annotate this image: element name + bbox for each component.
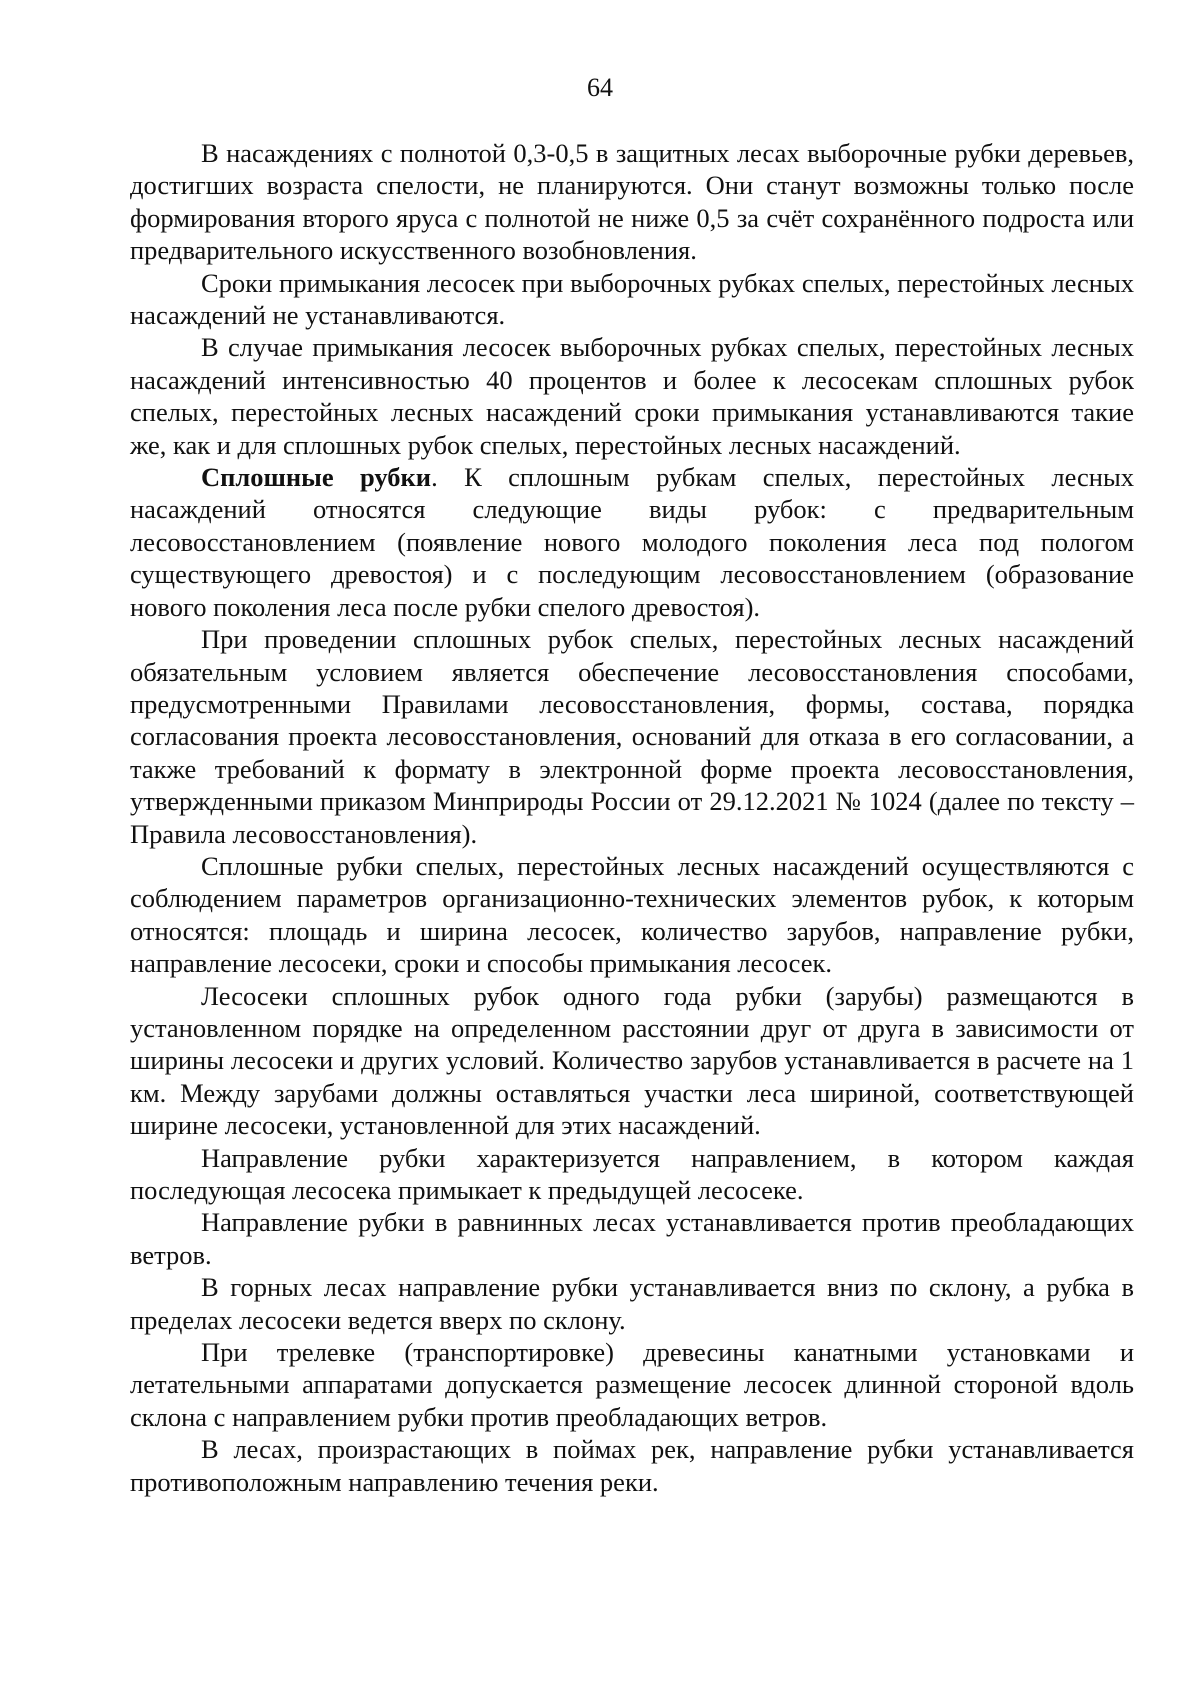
document-body bbox=[130, 137, 1134, 1498]
paragraph-clear-felling bbox=[130, 461, 1134, 623]
paragraph-floodplain-direction bbox=[130, 1433, 1134, 1498]
paragraph-text: Направление рубки характеризуется направлением, в котором каждая последующая лесосека примыкает к предыдущей лесосеке. bbox=[130, 1142, 1134, 1205]
paragraph-text: . К сплошным рубкам спелых, перестойных лесных насаждений относятся следующие виды рубок: с предварительным лесовосстановлением (появление нового молодого поколения леса под пологом существующего древостоя) и с последующим лесовосстановлением (образование нового поколения леса после рубки спелого древостоя). bbox=[130, 462, 1135, 622]
paragraph-text: В горных лесах направление рубки устанавливается вниз по склону, а рубка в пределах лесосеки ведется вверх по склону. bbox=[130, 1272, 1134, 1335]
paragraph-adjacency-intensity bbox=[130, 331, 1134, 461]
paragraph-mountain-forests-direction bbox=[130, 1271, 1134, 1336]
paragraph-text: Лесосеки сплошных рубок одного года рубки (зарубы) размещаются в установленном порядке на определенном расстоянии друг от друга в зависимости от ширины лесосеки и других условий. Количество зарубов устанавливается в расчете на 1 км. Между зарубами должны оставляться участки леса шириной, соответствующей ширине лесосеки, установленной для этих насаждений. bbox=[130, 980, 1134, 1141]
paragraph-cutting-areas-placement bbox=[130, 980, 1134, 1142]
paragraph-text: При проведении сплошных рубок спелых, перестойных лесных насаждений обязательным условием является обеспечение лесовосстановления способами, предусмотренными Правилами лесовосстановления, формы, состава, порядка согласования проекта лесовосстановления, оснований для отказа в его согласовании, а также требований к формату в электронной форме проекта лесовосстановления, утвержденными приказом Минприроды России от 29.12.2021 № 1024 (далее по тексту – Правила лесовосстановления). bbox=[130, 624, 1134, 849]
paragraph-technical-elements bbox=[130, 850, 1134, 980]
paragraph-text: Направление рубки в равнинных лесах устанавливается против преобладающих ветров. bbox=[130, 1207, 1134, 1270]
paragraph-text: Сроки примыкания лесосек при выборочных рубках спелых, перестойных лесных насаждений не устанавливаются. bbox=[130, 267, 1134, 331]
paragraph-adjacency-terms bbox=[130, 267, 1134, 332]
paragraph-reforestation-condition bbox=[130, 623, 1134, 850]
paragraph-text: Сплошные рубки спелых, перестойных лесных насаждений осуществляются с соблюдением параметров организационно-технических элементов рубок, к которым относятся: площадь и ширина лесосек, количество зарубов, направление рубки, направление лесосеки, сроки и способы примыкания лесосек. bbox=[130, 850, 1134, 979]
paragraph-felling-direction-definition bbox=[130, 1142, 1134, 1207]
paragraph-text: В насаждениях с полнотой 0,3-0,5 в защитных лесах выборочные рубки деревьев, достигших возраста спелости, не планируются. Они станут возможны только после формирования второго яруса с полнотой не ниже 0,5 за счёт сохранённого подроста или предварительного искусственного возобновления. bbox=[130, 138, 1134, 266]
paragraph-plain-forests-direction bbox=[130, 1206, 1134, 1271]
page-number: 64 bbox=[587, 73, 613, 102]
paragraph-text: При трелевке (транспортировке) древесины канатными установками и летательными аппаратами допускается размещение лесосек длинной стороной вдоль склона с направлением рубки против преобладающих ветров. bbox=[130, 1337, 1134, 1432]
paragraph-text: В лесах, произрастающих в поймах рек, направление рубки устанавливается противоположным направлению течения реки. bbox=[130, 1434, 1134, 1497]
paragraph-bold-lead: Сплошные рубки bbox=[201, 462, 432, 493]
paragraph-selective-felling-density bbox=[130, 137, 1134, 267]
paragraph-text: В случае примыкания лесосек выборочных рубках спелых, перестойных лесных насаждений интенсивностью 40 процентов и более к лесосекам сплошных рубок спелых, перестойных лесных насаждений сроки примыкания устанавливаются такие же, как и для сплошных рубок спелых, перестойных лесных насаждений. bbox=[130, 332, 1134, 460]
paragraph-skidding-placement bbox=[130, 1336, 1134, 1433]
